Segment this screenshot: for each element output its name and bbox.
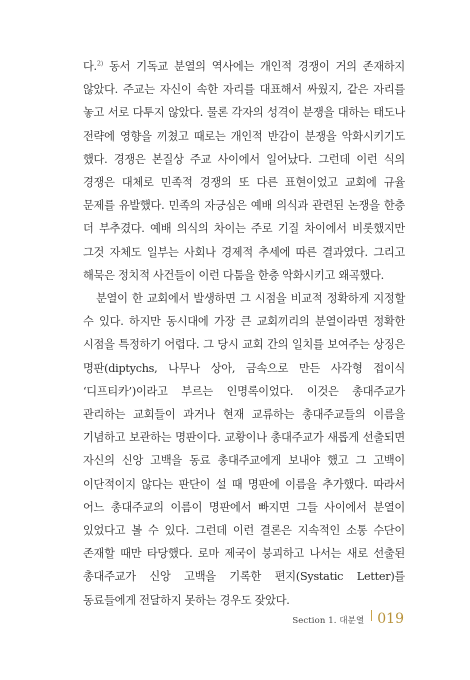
- page-number: 019: [377, 611, 404, 627]
- footer-divider: [371, 610, 372, 621]
- footnote-marker[interactable]: 2): [96, 59, 104, 68]
- paragraph-1-start: 다.: [83, 60, 97, 73]
- paragraph-1: [83, 55, 405, 287]
- page-footer: [292, 611, 404, 627]
- paragraph-2: [83, 287, 405, 612]
- section-label: Section 1. 대분열: [292, 616, 365, 626]
- paragraph-1-text: 동서 기독교 분열의 역사에는 개인적 경쟁이 거의 존재하지 않았다. 주교는 자신이 속한 자리를 대표해서 싸웠지, 같은 자리를 놓고 서로 다투지 않았다. 물론 각자의 성격이 분쟁을 대하는 태도나 전략에 영향을 끼쳤고 때로는 개인적 반감이 분쟁을 악화시키기도 했다. 경쟁은 본질상 주교 사이에서 일어났다. 그런데 이런 식의 경쟁은 대체로 민족적 경쟁의 또 다른 표현이었고 교회에 규율 문제를 유발했다. 민족의 자긍심은 예배 의식과 관련된 논쟁을 한층 더 부추겼다. 예배 의식의 차이는 주로 기질 차이에서 비롯했지만 그것 자체도 일부는 사회나 경제적 추세에 따른 결과였다. 그리고 해묵은 정치적 사건들이 이런 다툼을 한층 악화시키고 왜곡했다.: [83, 60, 405, 282]
- paragraph-2-text: 분열이 한 교회에서 발생하면 그 시점을 비교적 정확하게 지정할 수 있다. 하지만 동시대에 가장 큰 교회끼리의 분열이라면 정확한 시점을 특정하기 어렵다. 그 당시 교회 간의 일치를 보여주는 상징은 명판(diptychs, 나무나 상아, 금속으로 만든 사각형 접이식 ‘디프티카’)이라고 부르는 인명록이었다. 이것은 총대주교가 관리하는 교회들이 과거나 현재 교류하는 총대주교들의 이름을 기념하고 보관하는 명판이다. 교황이나 총대주교가 새롭게 선출되면 자신의 신앙 고백을 동료 총대주교에게 보내야 했고 그 고백이 이단적이지 않다는 판단이 설 때 명판에 이름을 추가했다. 따라서 어느 총대주교의 이름이 명판에서 빠지면 그들 사이에서 분열이 있었다고 볼 수 있다. 그런데 이런 결론은 지속적인 소통 수단이 존재할 때만 타당했다. 로마 제국이 붕괴하고 나서는 새로 선출된 총대주교가 신앙 고백을 기록한 편지(Systatic Letter)를 동료들에게 전달하지 못하는 경우도 잦았다.: [83, 292, 405, 607]
- page-body: [83, 55, 405, 612]
